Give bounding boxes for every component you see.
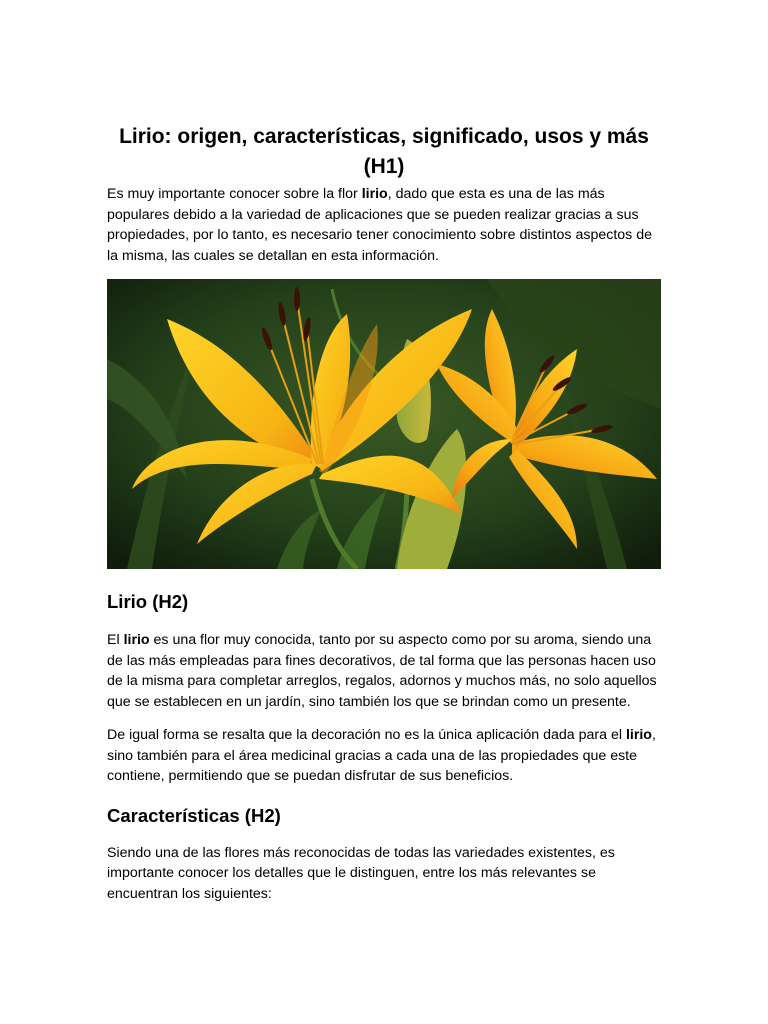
lirio-p1-end: es una flor muy conocida, tanto por su aspecto como por su aroma, siendo una de las más empleadas para fines decorativos, de tal forma que las personas hacen uso de la misma para completar arreglos, regalos, adornos y muchos más, no solo aquellos que se establecen en un jardín, sino también los que se brindan como un presente.	[107, 632, 657, 710]
document-page	[107, 122, 661, 904]
lirio-p2-bold-term: lirio	[625, 727, 652, 743]
lirio-p2-end: , sino también para el área medicinal gracias a cada una de las propiedades que este contiene, permitiendo que se puedan disfrutar de sus beneficios.	[107, 727, 656, 784]
lily-illustration	[107, 279, 661, 569]
section-heading-lirio: Lirio (H2)	[107, 591, 189, 612]
lirio-paragraph-1	[107, 630, 661, 712]
lirio-p2-start: De igual forma se resalta que la decoración no es la única aplicación dada para el	[107, 727, 626, 743]
intro-text-start: Es muy importante conocer sobre la flor	[107, 186, 362, 202]
lirio-paragraph-2	[107, 725, 661, 787]
lily-photo	[107, 279, 661, 569]
intro-bold-term: lirio	[361, 186, 388, 202]
lirio-p1-bold-term: lirio	[123, 632, 150, 648]
intro-text-end: , dado que esta es una de las más populares debido a la variedad de aplicaciones que se pueden realizar gracias a sus propiedades, por lo tanto, es necesario tener conocimiento sobre distintos aspectos de la misma, las cuales se detallan en esta información.	[107, 186, 652, 264]
section-heading-caracteristicas: Características (H2)	[107, 804, 281, 826]
caracteristicas-paragraph-1: Siendo una de las flores más reconocidas de todas las variedades existentes, es importante conocer los detalles que le distinguen, entre los más relevantes se encuentran los siguientes:	[107, 844, 615, 902]
intro-paragraph	[107, 184, 661, 266]
lirio-p1-start: El	[107, 632, 124, 648]
page-title: Lirio: origen, características, significado, usos y más (H1)	[119, 125, 649, 178]
